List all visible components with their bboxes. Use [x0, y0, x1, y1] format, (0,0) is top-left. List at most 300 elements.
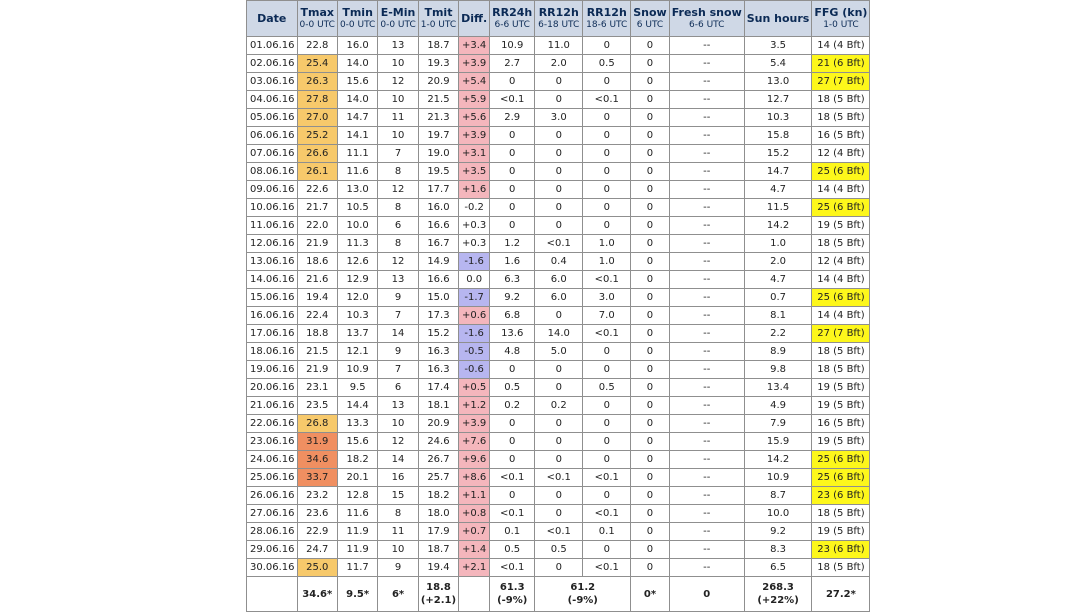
rr12-day-cell: 0: [535, 127, 583, 145]
summary-tmit: [418, 577, 458, 612]
diff-cell: +1.6: [459, 181, 490, 199]
rr12-night-cell: 1.0: [583, 253, 631, 271]
rr12-day-cell: 0: [535, 361, 583, 379]
column-header: [631, 1, 669, 37]
tmit-cell: 17.9: [418, 523, 458, 541]
sun-hours-cell: 2.0: [744, 253, 812, 271]
tmax-cell: 21.7: [297, 199, 337, 217]
ffg-cell: 12 (4 Bft): [812, 145, 870, 163]
summary-rr24-value: 61.3: [499, 582, 525, 593]
fresh-snow-cell: --: [669, 91, 744, 109]
diff-cell: +7.6: [459, 433, 490, 451]
fresh-snow-cell: --: [669, 541, 744, 559]
table-row: [247, 505, 870, 523]
fresh-snow-cell: --: [669, 55, 744, 73]
diff-cell: +0.3: [459, 217, 490, 235]
sun-hours-cell: 10.9: [744, 469, 812, 487]
rr24-cell: 13.6: [490, 325, 535, 343]
tmax-cell: 27.8: [297, 91, 337, 109]
emin-cell: 11: [378, 109, 418, 127]
sun-hours-cell: 0.7: [744, 289, 812, 307]
tmax-cell: 21.9: [297, 235, 337, 253]
diff-cell: +1.4: [459, 541, 490, 559]
column-header-subtitle: 6-6 UTC: [689, 19, 725, 30]
column-header-title: Tmax: [300, 5, 334, 19]
date-cell: 19.06.16: [247, 361, 298, 379]
diff-cell: +5.4: [459, 73, 490, 91]
tmit-cell: 19.3: [418, 55, 458, 73]
tmit-cell: 18.1: [418, 397, 458, 415]
date-cell: 28.06.16: [247, 523, 298, 541]
ffg-cell: 25 (6 Bft): [812, 163, 870, 181]
rr24-cell: 0: [490, 361, 535, 379]
date-cell: 20.06.16: [247, 379, 298, 397]
table-row: [247, 235, 870, 253]
rr12-day-cell: <0.1: [535, 235, 583, 253]
table-row: [247, 469, 870, 487]
column-header-title: RR12h: [538, 5, 579, 19]
rr24-cell: 0: [490, 199, 535, 217]
sun-hours-cell: 9.8: [744, 361, 812, 379]
tmit-cell: 17.3: [418, 307, 458, 325]
emin-cell: 13: [378, 397, 418, 415]
snow-cell: 0: [631, 91, 669, 109]
rr12-night-cell: 0: [583, 163, 631, 181]
ffg-cell: 25 (6 Bft): [812, 469, 870, 487]
snow-cell: 0: [631, 469, 669, 487]
diff-cell: +9.6: [459, 451, 490, 469]
table-row: [247, 181, 870, 199]
ffg-cell: 18 (5 Bft): [812, 343, 870, 361]
table-row: [247, 343, 870, 361]
summary-diff-cell: [459, 577, 490, 612]
sun-hours-cell: 11.5: [744, 199, 812, 217]
emin-cell: 9: [378, 343, 418, 361]
emin-cell: 8: [378, 235, 418, 253]
tmax-cell: 22.4: [297, 307, 337, 325]
rr12-night-cell: 0: [583, 145, 631, 163]
rr12-day-cell: 3.0: [535, 109, 583, 127]
rr12-day-cell: 0.5: [535, 541, 583, 559]
snow-cell: 0: [631, 541, 669, 559]
fresh-snow-cell: --: [669, 37, 744, 55]
rr12-day-cell: 0: [535, 145, 583, 163]
rr24-cell: 0: [490, 73, 535, 91]
tmin-cell: 14.4: [337, 397, 377, 415]
diff-cell: +0.5: [459, 379, 490, 397]
date-cell: 29.06.16: [247, 541, 298, 559]
diff-cell: +0.6: [459, 307, 490, 325]
column-header: [297, 1, 337, 37]
rr24-cell: 0: [490, 127, 535, 145]
date-cell: 23.06.16: [247, 433, 298, 451]
rr12-night-cell: <0.1: [583, 325, 631, 343]
snow-cell: 0: [631, 217, 669, 235]
table-row: [247, 433, 870, 451]
fresh-snow-cell: --: [669, 397, 744, 415]
rr12-night-cell: <0.1: [583, 91, 631, 109]
rr24-cell: <0.1: [490, 505, 535, 523]
rr12-day-cell: 0.4: [535, 253, 583, 271]
rr12-night-cell: 0: [583, 397, 631, 415]
rr12-day-cell: 6.0: [535, 271, 583, 289]
column-header-subtitle: 6-18 UTC: [538, 19, 580, 30]
column-header-subtitle: 1-0 UTC: [823, 19, 859, 30]
table-body: [247, 37, 870, 577]
column-header: [812, 1, 870, 37]
diff-cell: -1.7: [459, 289, 490, 307]
rr24-cell: 2.9: [490, 109, 535, 127]
tmit-cell: 16.7: [418, 235, 458, 253]
column-header-title: RR24h: [492, 5, 533, 19]
emin-cell: 14: [378, 451, 418, 469]
tmit-cell: 16.3: [418, 361, 458, 379]
emin-cell: 7: [378, 145, 418, 163]
rr12-night-cell: 0: [583, 361, 631, 379]
tmin-cell: 10.3: [337, 307, 377, 325]
tmin-cell: 12.1: [337, 343, 377, 361]
ffg-cell: 19 (5 Bft): [812, 379, 870, 397]
fresh-snow-cell: --: [669, 253, 744, 271]
sun-hours-cell: 15.9: [744, 433, 812, 451]
rr24-cell: 0: [490, 163, 535, 181]
rr12-day-cell: 0: [535, 559, 583, 577]
sun-hours-cell: 3.5: [744, 37, 812, 55]
emin-cell: 14: [378, 325, 418, 343]
rr12-day-cell: 0: [535, 415, 583, 433]
tmax-cell: 33.7: [297, 469, 337, 487]
tmin-cell: 16.0: [337, 37, 377, 55]
sun-hours-cell: 12.7: [744, 91, 812, 109]
fresh-snow-cell: --: [669, 163, 744, 181]
ffg-cell: 23 (6 Bft): [812, 541, 870, 559]
emin-cell: 7: [378, 307, 418, 325]
rr24-cell: 0: [490, 181, 535, 199]
tmit-cell: 17.7: [418, 181, 458, 199]
diff-cell: +8.6: [459, 469, 490, 487]
snow-cell: 0: [631, 361, 669, 379]
snow-cell: 0: [631, 199, 669, 217]
tmit-cell: 21.5: [418, 91, 458, 109]
column-header-title: E-Min: [380, 5, 416, 19]
table-row: [247, 361, 870, 379]
rr12-night-cell: 0: [583, 451, 631, 469]
rr24-cell: 4.8: [490, 343, 535, 361]
date-cell: 26.06.16: [247, 487, 298, 505]
ffg-cell: 21 (6 Bft): [812, 55, 870, 73]
tmax-cell: 26.6: [297, 145, 337, 163]
rr24-cell: 0: [490, 451, 535, 469]
summary-emin: 6*: [378, 577, 418, 612]
emin-cell: 9: [378, 559, 418, 577]
emin-cell: 9: [378, 289, 418, 307]
ffg-cell: 25 (6 Bft): [812, 451, 870, 469]
tmax-cell: 23.6: [297, 505, 337, 523]
rr24-cell: 0.2: [490, 397, 535, 415]
rr12-night-cell: 0.5: [583, 379, 631, 397]
rr12-day-cell: 0: [535, 217, 583, 235]
tmin-cell: 12.6: [337, 253, 377, 271]
summary-tmit-value: 18.8: [426, 582, 451, 593]
daily-climate-table: [246, 0, 870, 612]
rr24-cell: 0: [490, 217, 535, 235]
emin-cell: 6: [378, 217, 418, 235]
rr24-cell: 0: [490, 415, 535, 433]
summary-rr24: [490, 577, 535, 612]
ffg-cell: 18 (5 Bft): [812, 559, 870, 577]
tmit-cell: 18.7: [418, 541, 458, 559]
emin-cell: 8: [378, 505, 418, 523]
sun-hours-cell: 8.3: [744, 541, 812, 559]
sun-hours-cell: 14.2: [744, 451, 812, 469]
date-cell: 17.06.16: [247, 325, 298, 343]
tmit-cell: 19.5: [418, 163, 458, 181]
rr12-night-cell: 0: [583, 541, 631, 559]
snow-cell: 0: [631, 379, 669, 397]
rr24-cell: 10.9: [490, 37, 535, 55]
tmit-cell: 14.9: [418, 253, 458, 271]
summary-rr12: [535, 577, 631, 612]
rr12-night-cell: <0.1: [583, 271, 631, 289]
date-cell: 16.06.16: [247, 307, 298, 325]
tmin-cell: 14.0: [337, 55, 377, 73]
sun-hours-cell: 10.3: [744, 109, 812, 127]
snow-cell: 0: [631, 73, 669, 91]
tmit-cell: 25.7: [418, 469, 458, 487]
tmax-cell: 22.6: [297, 181, 337, 199]
fresh-snow-cell: --: [669, 325, 744, 343]
diff-cell: -0.6: [459, 361, 490, 379]
ffg-cell: 19 (5 Bft): [812, 217, 870, 235]
tmit-cell: 16.6: [418, 217, 458, 235]
tmit-cell: 18.2: [418, 487, 458, 505]
summary-snow: 0*: [631, 577, 669, 612]
rr24-cell: 2.7: [490, 55, 535, 73]
sun-hours-cell: 5.4: [744, 55, 812, 73]
emin-cell: 16: [378, 469, 418, 487]
ffg-cell: 23 (6 Bft): [812, 487, 870, 505]
fresh-snow-cell: --: [669, 145, 744, 163]
summary-sun-deviation: (+22%): [757, 595, 799, 606]
sun-hours-cell: 4.7: [744, 181, 812, 199]
date-cell: 13.06.16: [247, 253, 298, 271]
rr12-day-cell: 0: [535, 163, 583, 181]
rr12-night-cell: 0: [583, 487, 631, 505]
rr24-cell: <0.1: [490, 559, 535, 577]
tmin-cell: 11.3: [337, 235, 377, 253]
rr12-night-cell: 0: [583, 433, 631, 451]
ffg-cell: 18 (5 Bft): [812, 109, 870, 127]
date-cell: 03.06.16: [247, 73, 298, 91]
tmin-cell: 11.1: [337, 145, 377, 163]
tmin-cell: 12.9: [337, 271, 377, 289]
ffg-cell: 18 (5 Bft): [812, 361, 870, 379]
snow-cell: 0: [631, 127, 669, 145]
tmax-cell: 22.9: [297, 523, 337, 541]
date-cell: 27.06.16: [247, 505, 298, 523]
column-header-subtitle: 1-0 UTC: [420, 19, 457, 30]
rr12-night-cell: 0: [583, 109, 631, 127]
date-cell: 08.06.16: [247, 163, 298, 181]
rr12-day-cell: 0: [535, 505, 583, 523]
summary-rr12-value: 61.2: [570, 582, 596, 593]
tmax-cell: 34.6: [297, 451, 337, 469]
column-header: [744, 1, 812, 37]
summary-fresh-snow: 0: [669, 577, 744, 612]
table-row: [247, 37, 870, 55]
rr12-night-cell: 1.0: [583, 235, 631, 253]
fresh-snow-cell: --: [669, 289, 744, 307]
tmax-cell: 23.2: [297, 487, 337, 505]
table-row: [247, 73, 870, 91]
column-header-subtitle: 6-6 UTC: [494, 19, 530, 30]
tmin-cell: 11.9: [337, 541, 377, 559]
rr12-day-cell: 0: [535, 73, 583, 91]
rr24-cell: 0.5: [490, 541, 535, 559]
tmax-cell: 21.6: [297, 271, 337, 289]
diff-cell: +3.4: [459, 37, 490, 55]
tmax-cell: 24.7: [297, 541, 337, 559]
tmax-cell: 25.4: [297, 55, 337, 73]
fresh-snow-cell: --: [669, 199, 744, 217]
column-header-title: Snow: [633, 5, 667, 19]
snow-cell: 0: [631, 397, 669, 415]
emin-cell: 10: [378, 91, 418, 109]
date-cell: 24.06.16: [247, 451, 298, 469]
tmin-cell: 13.3: [337, 415, 377, 433]
diff-cell: +3.9: [459, 415, 490, 433]
rr12-day-cell: 0.2: [535, 397, 583, 415]
tmin-cell: 18.2: [337, 451, 377, 469]
column-header-subtitle: 6 UTC: [636, 19, 664, 30]
snow-cell: 0: [631, 325, 669, 343]
tmit-cell: 26.7: [418, 451, 458, 469]
sun-hours-cell: 14.2: [744, 217, 812, 235]
column-header: [535, 1, 583, 37]
emin-cell: 10: [378, 415, 418, 433]
table-row: [247, 163, 870, 181]
rr12-day-cell: 0: [535, 433, 583, 451]
column-header-title: Sun hours: [746, 12, 810, 25]
table-row: [247, 397, 870, 415]
tmin-cell: 10.5: [337, 199, 377, 217]
snow-cell: 0: [631, 163, 669, 181]
summary-ffg: 27.2*: [812, 577, 870, 612]
rr12-day-cell: 0: [535, 379, 583, 397]
column-header: [378, 1, 418, 37]
table-row: [247, 109, 870, 127]
fresh-snow-cell: --: [669, 181, 744, 199]
rr24-cell: 1.2: [490, 235, 535, 253]
summary-sun-value: 268.3: [762, 582, 794, 593]
table-row: [247, 379, 870, 397]
date-cell: 14.06.16: [247, 271, 298, 289]
ffg-cell: 16 (5 Bft): [812, 415, 870, 433]
date-cell: 02.06.16: [247, 55, 298, 73]
sun-hours-cell: 1.0: [744, 235, 812, 253]
rr12-day-cell: 0: [535, 487, 583, 505]
sun-hours-cell: 13.0: [744, 73, 812, 91]
rr12-night-cell: 0: [583, 127, 631, 145]
tmax-cell: 22.8: [297, 37, 337, 55]
rr24-cell: 6.3: [490, 271, 535, 289]
table-row: [247, 451, 870, 469]
rr12-night-cell: <0.1: [583, 469, 631, 487]
table-row: [247, 487, 870, 505]
diff-cell: -1.6: [459, 253, 490, 271]
emin-cell: 12: [378, 253, 418, 271]
summary-rr24-deviation: (-9%): [497, 595, 528, 606]
tmax-cell: 18.6: [297, 253, 337, 271]
snow-cell: 0: [631, 433, 669, 451]
rr12-night-cell: 0.5: [583, 55, 631, 73]
diff-cell: +2.1: [459, 559, 490, 577]
column-header-subtitle: 0-0 UTC: [339, 19, 376, 30]
column-header-title: FFG (kn): [814, 5, 868, 19]
rr12-day-cell: 6.0: [535, 289, 583, 307]
sun-hours-cell: 8.9: [744, 343, 812, 361]
column-header: [583, 1, 631, 37]
tmax-cell: 25.0: [297, 559, 337, 577]
tmax-cell: 26.8: [297, 415, 337, 433]
ffg-cell: 18 (5 Bft): [812, 91, 870, 109]
snow-cell: 0: [631, 307, 669, 325]
snow-cell: 0: [631, 451, 669, 469]
date-cell: 01.06.16: [247, 37, 298, 55]
rr12-night-cell: 0: [583, 37, 631, 55]
snow-cell: 0: [631, 109, 669, 127]
rr12-night-cell: 0: [583, 217, 631, 235]
column-header: [490, 1, 535, 37]
rr12-night-cell: 0: [583, 181, 631, 199]
snow-cell: 0: [631, 289, 669, 307]
snow-cell: 0: [631, 145, 669, 163]
snow-cell: 0: [631, 37, 669, 55]
tmax-cell: 27.0: [297, 109, 337, 127]
table-row: [247, 541, 870, 559]
tmin-cell: 10.0: [337, 217, 377, 235]
sun-hours-cell: 7.9: [744, 415, 812, 433]
tmit-cell: 16.0: [418, 199, 458, 217]
fresh-snow-cell: --: [669, 343, 744, 361]
column-header: [669, 1, 744, 37]
date-cell: 11.06.16: [247, 217, 298, 235]
date-cell: 30.06.16: [247, 559, 298, 577]
date-cell: 10.06.16: [247, 199, 298, 217]
rr12-day-cell: 0: [535, 199, 583, 217]
tmin-cell: 12.8: [337, 487, 377, 505]
rr24-cell: 9.2: [490, 289, 535, 307]
summary-rr12-deviation: (-9%): [567, 595, 598, 606]
table-row: [247, 325, 870, 343]
rr12-night-cell: 0: [583, 343, 631, 361]
summary-sun-hours: [744, 577, 812, 612]
emin-cell: 11: [378, 523, 418, 541]
sun-hours-cell: 9.2: [744, 523, 812, 541]
tmax-cell: 23.5: [297, 397, 337, 415]
rr24-cell: 0: [490, 145, 535, 163]
rr12-day-cell: 0: [535, 307, 583, 325]
tmit-cell: 21.3: [418, 109, 458, 127]
snow-cell: 0: [631, 523, 669, 541]
emin-cell: 10: [378, 55, 418, 73]
tmax-cell: 23.1: [297, 379, 337, 397]
date-cell: 22.06.16: [247, 415, 298, 433]
snow-cell: 0: [631, 271, 669, 289]
fresh-snow-cell: --: [669, 361, 744, 379]
table-row: [247, 217, 870, 235]
column-header-title: RR12h: [586, 5, 627, 19]
